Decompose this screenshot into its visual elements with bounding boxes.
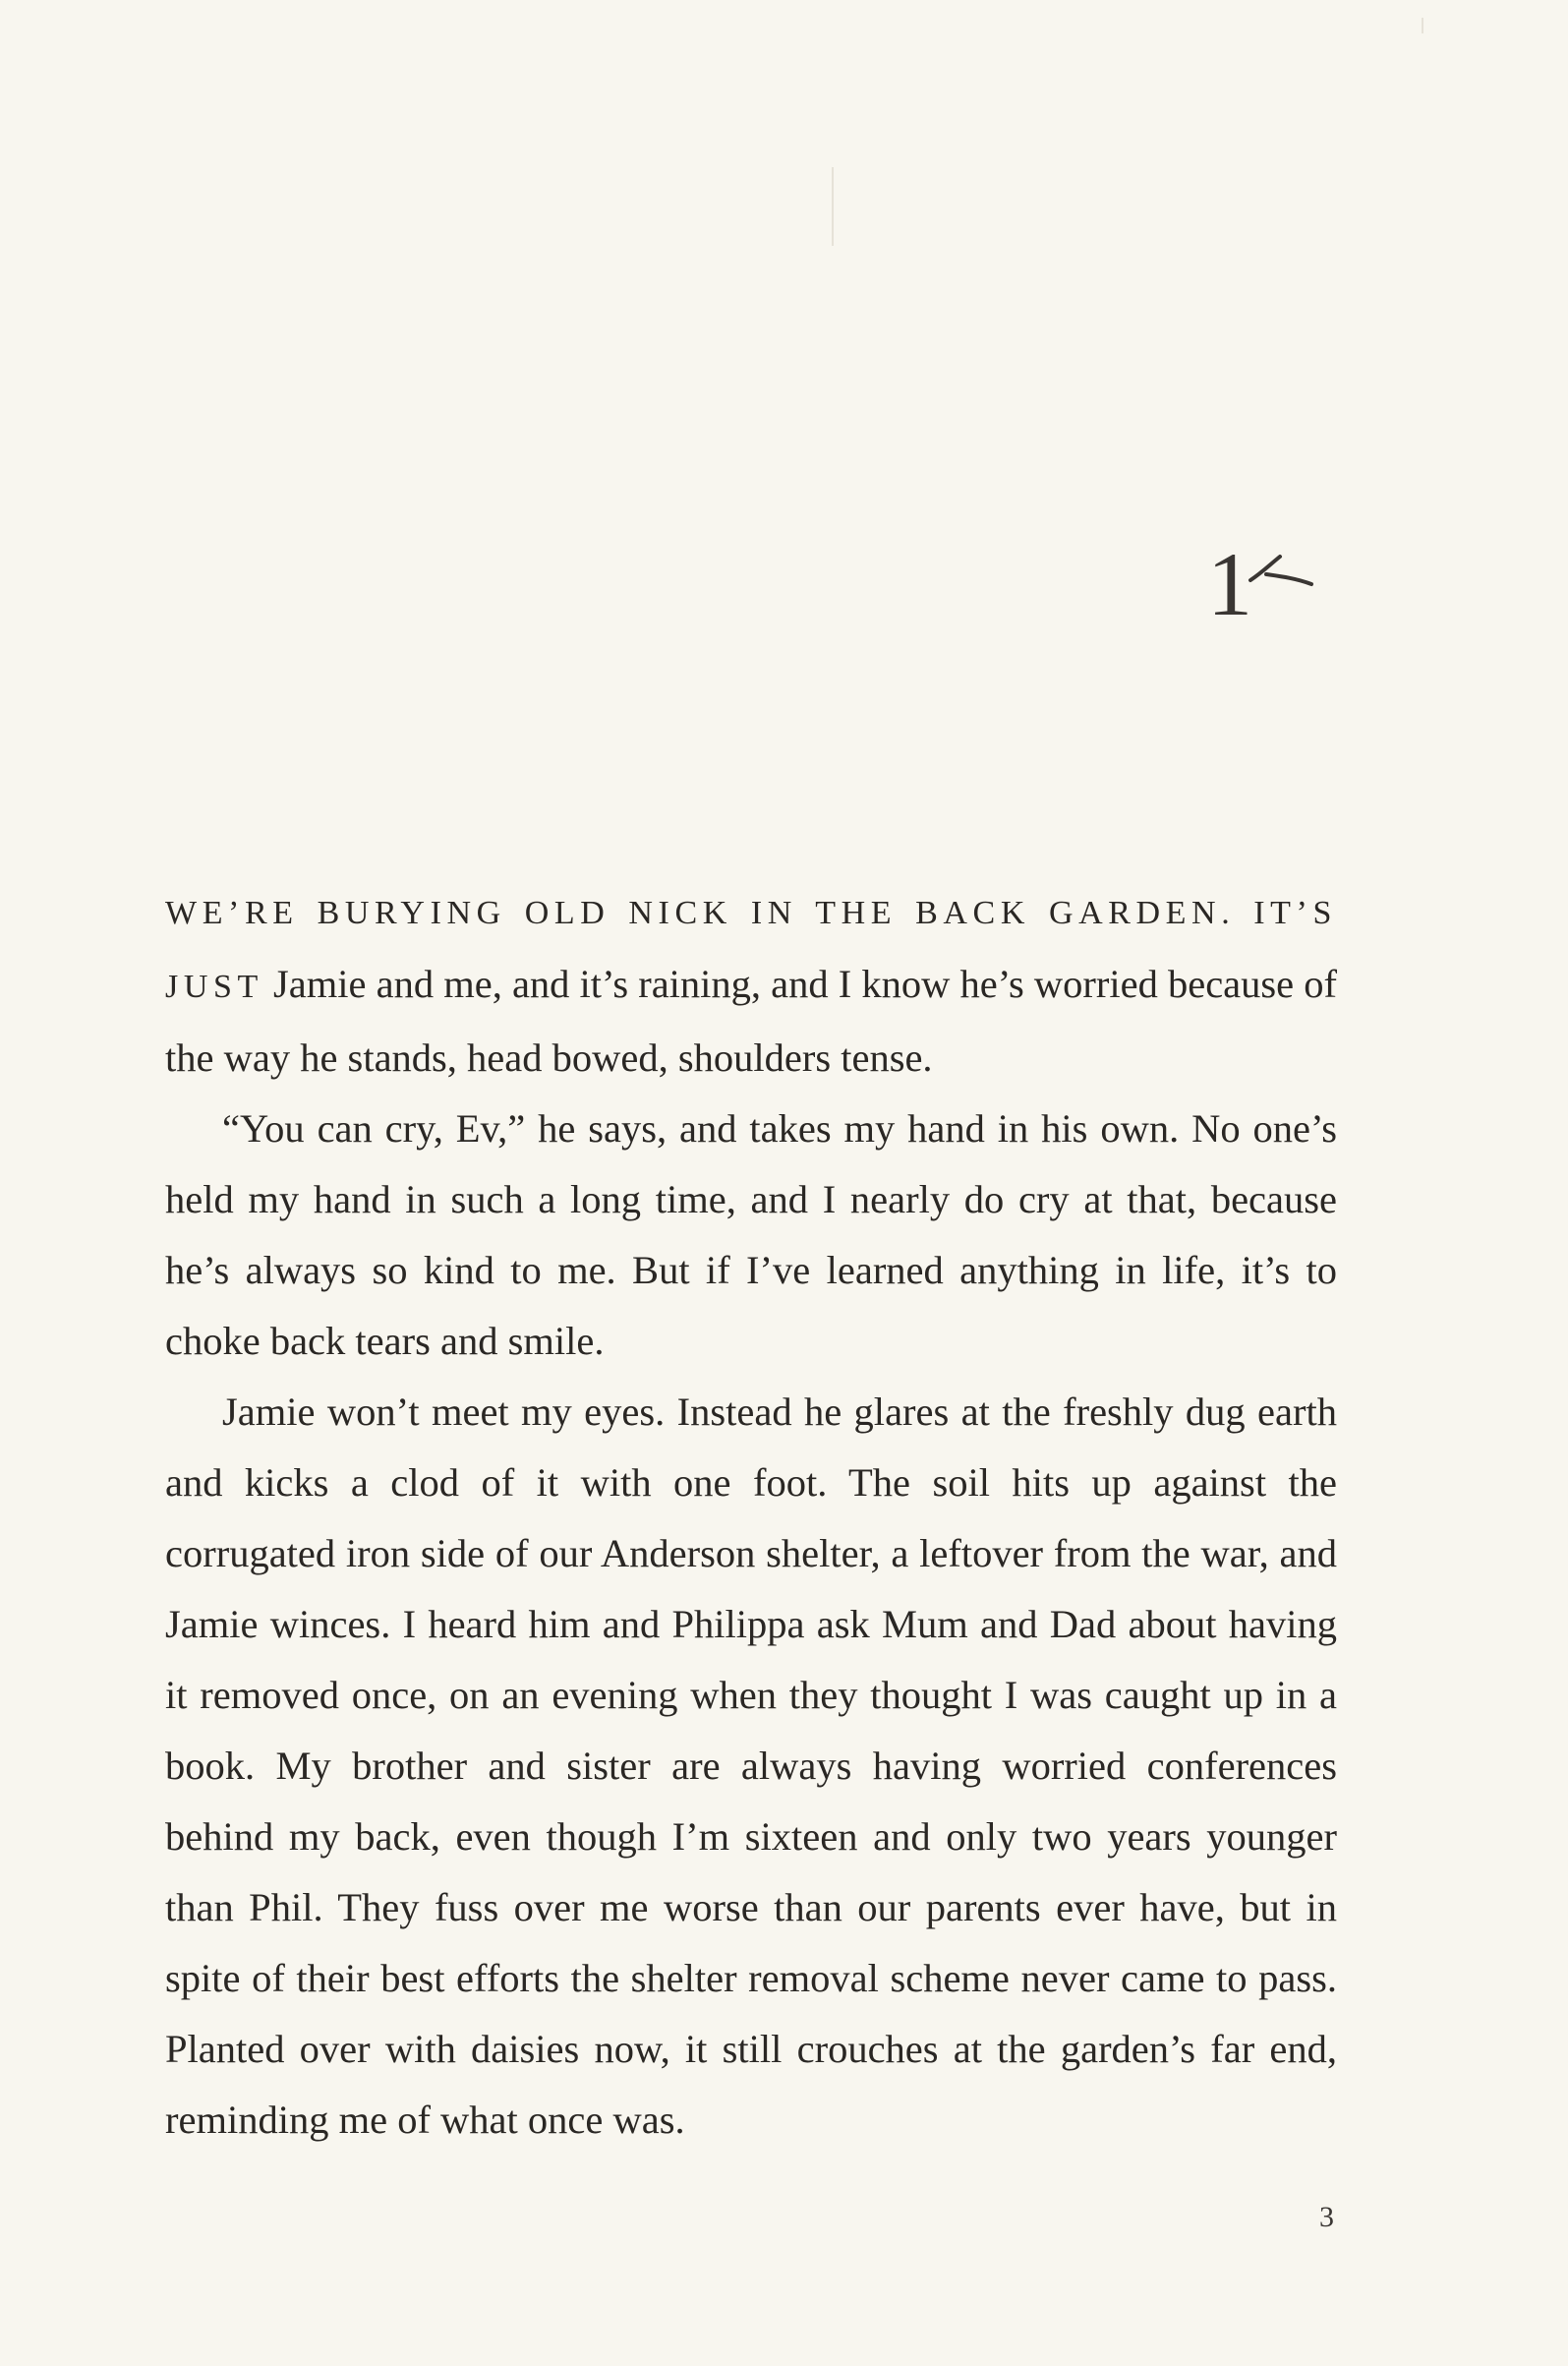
chapter-number-text: 1 <box>1207 534 1252 634</box>
paragraph-1-text: Jamie and me, and it’s raining, and I know he’s worried because of the way he stands, head bowed, shoulders tense. <box>165 962 1338 1080</box>
scan-artifact <box>1422 18 1423 33</box>
opening-small-caps: WE’RE BURYING OLD NICK IN THE BACK GARDEN. IT’S JUST <box>165 895 1337 1005</box>
scan-artifact <box>832 167 834 246</box>
opening-paragraph <box>165 875 1337 1094</box>
chapter-body <box>165 875 1337 2156</box>
chapter-number <box>1207 534 1252 634</box>
page-number: 3 <box>1319 2201 1334 2233</box>
chapter-ornament-icon <box>1247 553 1315 588</box>
paragraph-3: Jamie won’t meet my eyes. Instead he glares at the freshly dug earth and kicks a clod of it with one foot. The soil hits up against the corrugated iron side of our Anderson shelter, a leftover from the war, and Jamie winces. I heard him and Philippa ask Mum and Dad about having it removed once, on an evening when they thought I was caught up in a book. My brother and sister are always having worried conferences behind my back, even though I’m sixteen and only two years younger than Phil. They fuss over me worse than our parents ever have, but in spite of their best efforts the shelter removal scheme never came to pass. Planted over with daisies now, it still crouches at the garden’s far end, reminding me of what once was. <box>165 1390 1337 2142</box>
paragraph-2: “You can cry, Ev,” he says, and takes my hand in his own. No one’s held my hand in such a long time, and I nearly do cry at that, because he’s always so kind to me. But if I’ve learned anything in life, it’s to choke back tears and smile. <box>165 1106 1337 1363</box>
